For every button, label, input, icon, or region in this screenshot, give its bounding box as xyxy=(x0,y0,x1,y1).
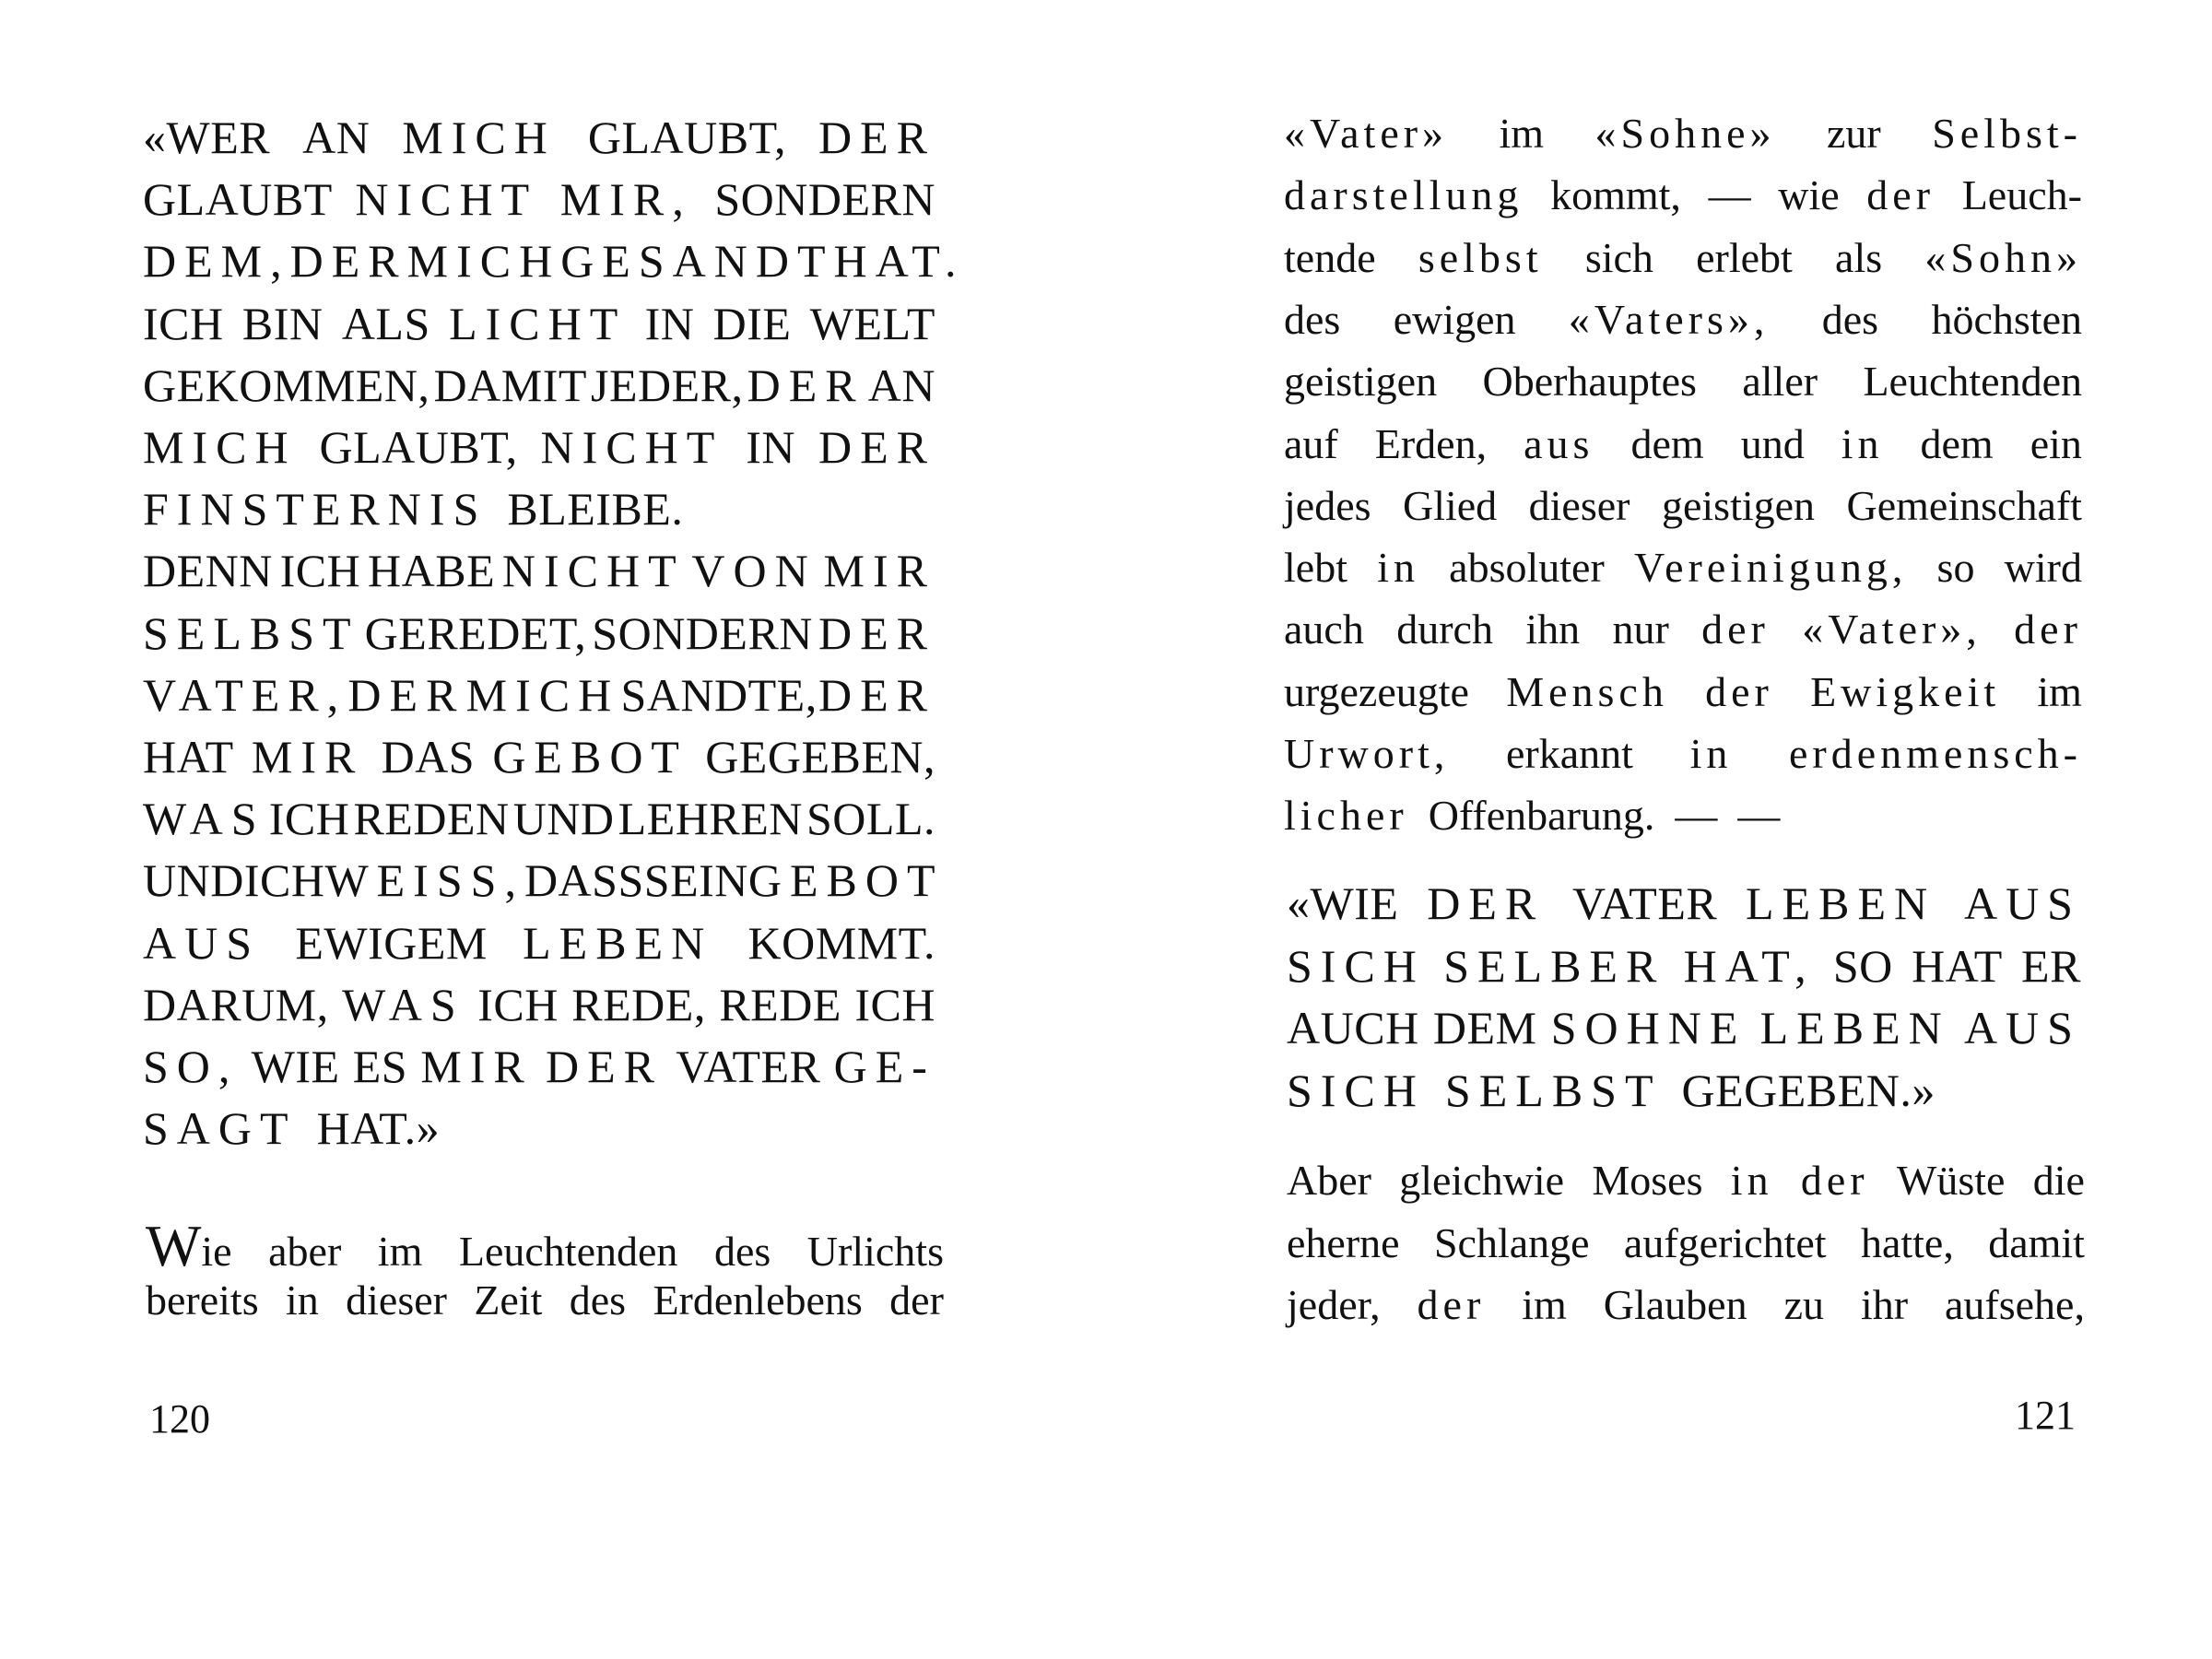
word: SICH xyxy=(1287,939,1425,992)
word: bereits xyxy=(146,1277,259,1324)
word: darstellung xyxy=(1284,171,1524,219)
left-quote-line xyxy=(143,795,935,851)
right-body-1-line xyxy=(1284,667,2082,726)
word: Offenbarung. xyxy=(1428,792,1655,840)
word: SELBST xyxy=(1444,1064,1662,1116)
word: DER xyxy=(818,606,935,659)
word: ES xyxy=(352,1041,408,1092)
left-quote-line xyxy=(143,547,935,603)
word: DEM, xyxy=(143,235,290,288)
left-body-line xyxy=(146,1213,944,1278)
word: HAT.» xyxy=(316,1102,441,1155)
word: DAMIT xyxy=(433,359,587,411)
word: FINSTERNIS xyxy=(143,483,488,535)
word: der xyxy=(1705,667,1773,715)
word: Schlange xyxy=(1433,1218,1590,1266)
word: in xyxy=(1689,730,1733,777)
word: erkannt xyxy=(1506,730,1633,777)
left-quote-line xyxy=(143,854,944,912)
right-body-1-line xyxy=(1284,360,2082,416)
word: der xyxy=(889,1277,944,1324)
word: «Vater» xyxy=(1284,110,1449,157)
word: UND xyxy=(143,854,244,907)
word: MICH xyxy=(402,112,556,163)
word: HAT xyxy=(143,731,234,782)
word: JEDER, xyxy=(591,359,744,411)
word: Urwort, xyxy=(1284,730,1450,777)
word: nur xyxy=(1612,606,1669,653)
left-quote-line xyxy=(143,483,935,541)
word: aufgerichtet xyxy=(1623,1218,1827,1266)
left-quote-line xyxy=(143,606,935,665)
word: HABE xyxy=(368,545,496,597)
word: zu xyxy=(1783,1281,1824,1328)
word: BLEIBE. xyxy=(507,483,684,535)
word: SOLL. xyxy=(806,793,935,845)
word: in xyxy=(1841,419,1884,467)
word: aufsehe, xyxy=(1945,1281,2085,1328)
word: geistigen xyxy=(1661,481,1816,529)
word: der xyxy=(1701,606,1770,653)
word: SELBER xyxy=(1443,939,1665,992)
word: geistigen xyxy=(1284,358,1438,406)
word: tende xyxy=(1284,233,1376,281)
word: IN xyxy=(746,421,796,473)
left-body-line xyxy=(146,1279,944,1335)
word: kommt, xyxy=(1550,171,1681,219)
right-body-1-line xyxy=(1284,730,2082,788)
word: Wüste xyxy=(1896,1157,2006,1204)
word: DER xyxy=(747,359,865,411)
word: der xyxy=(1800,1157,1869,1204)
word: im xyxy=(377,1228,423,1275)
right-body-1-line xyxy=(1284,171,2082,229)
word: im xyxy=(1499,110,1545,157)
word: ICH xyxy=(279,545,361,597)
word: GEREDET, xyxy=(364,606,587,659)
word: im xyxy=(2037,667,2082,715)
word: urgezeugte xyxy=(1284,667,1469,715)
word: der xyxy=(1417,1281,1486,1328)
word: in xyxy=(1377,544,1419,592)
word: absoluter xyxy=(1449,544,1605,592)
word: DIE xyxy=(712,297,792,349)
word: AN xyxy=(867,359,935,411)
word: AUS xyxy=(1963,1002,2081,1053)
word: ICH xyxy=(243,854,325,907)
word: SOHNE xyxy=(1550,1002,1747,1053)
right-body-1-line xyxy=(1284,544,2082,602)
left-quote-line xyxy=(143,668,935,727)
word: und xyxy=(1740,419,1805,467)
word: — xyxy=(1675,792,1718,840)
word: MICH xyxy=(406,235,561,288)
word: DER xyxy=(818,112,935,163)
right-quote-line xyxy=(1287,1064,2081,1123)
left-quote-line xyxy=(143,235,965,293)
word: des xyxy=(569,1277,627,1324)
word: lebt xyxy=(1284,544,1347,592)
word: ICH xyxy=(854,978,935,1030)
word: licher xyxy=(1284,792,1408,840)
page-number-left: 120 xyxy=(149,1396,210,1441)
word: IN xyxy=(644,297,695,349)
word: eherne xyxy=(1287,1218,1400,1266)
word: Ewigkeit xyxy=(1810,667,2001,715)
word: LEBEN xyxy=(523,916,713,969)
word: des xyxy=(1821,295,1879,343)
word: VATER xyxy=(1572,877,1718,929)
word: GLAUBT xyxy=(143,173,333,226)
word: SEIN xyxy=(643,854,748,907)
word: — xyxy=(1737,792,1781,840)
word: damit xyxy=(1988,1218,2085,1266)
word: so xyxy=(1936,544,1975,592)
word: «Vater», xyxy=(1802,606,1982,653)
word: REDE xyxy=(719,978,841,1030)
word-with-drop-cap xyxy=(146,1213,232,1278)
word: sich xyxy=(1584,233,1653,281)
word: «WIE xyxy=(1287,877,1399,929)
word: DER xyxy=(818,668,935,721)
word: MIR, xyxy=(559,173,692,226)
right-body-1-line xyxy=(1284,295,2082,354)
word: höchsten xyxy=(1931,295,2082,343)
word: Aber xyxy=(1287,1157,1371,1204)
word: gleichwie xyxy=(1399,1157,1565,1204)
word: GEKOMMEN, xyxy=(143,359,430,411)
right-body-1-line xyxy=(1284,112,2082,168)
word: LICHT xyxy=(449,297,627,349)
word: «Sohne» xyxy=(1594,110,1776,157)
word: in xyxy=(285,1277,319,1324)
word: DARUM, xyxy=(143,978,329,1030)
word: SANDTE, xyxy=(620,668,818,721)
word: GEGEBEN, xyxy=(705,731,935,782)
word: Glauben xyxy=(1603,1281,1747,1328)
word: Urlichts xyxy=(806,1228,944,1275)
word: Oberhauptes xyxy=(1482,358,1697,406)
word: NICHT xyxy=(540,421,724,473)
word: Vereinigung, xyxy=(1634,544,1908,592)
left-quote-line xyxy=(143,297,935,356)
word: SO, xyxy=(143,1041,239,1092)
word: MIR xyxy=(823,545,935,597)
word: MICH xyxy=(465,668,620,721)
word: Glied xyxy=(1402,481,1498,529)
right-body-1-line xyxy=(1284,608,2082,664)
word: ICH xyxy=(477,978,559,1030)
word: DER xyxy=(1427,877,1545,929)
word: DER xyxy=(289,235,407,288)
word: hatte, xyxy=(1860,1218,1954,1266)
word: ewigen xyxy=(1393,295,1516,343)
right-body-1-line xyxy=(1284,419,2082,478)
word: SONDERN xyxy=(592,606,813,659)
word: ein xyxy=(2030,419,2082,467)
word: GLAUBT, xyxy=(587,112,786,163)
word: NICHT xyxy=(355,173,538,226)
word: zur xyxy=(1826,110,1881,157)
word: ALS xyxy=(341,297,430,349)
word: WELT xyxy=(809,297,935,349)
page-number-right: 121 xyxy=(2015,1393,2076,1438)
word: DENN xyxy=(143,545,273,597)
word: HAT xyxy=(1912,939,2003,992)
left-quote-line xyxy=(143,731,935,789)
left-quote-line xyxy=(143,1043,935,1099)
word: MIR xyxy=(251,731,364,782)
word: DER xyxy=(546,1041,664,1092)
word: wird xyxy=(2004,544,2082,592)
word: AUS xyxy=(143,916,261,969)
word: dem xyxy=(1920,419,1994,467)
word: UND xyxy=(512,793,615,845)
word: erlebt xyxy=(1696,233,1793,281)
word: Zeit xyxy=(474,1277,543,1324)
left-quote-line xyxy=(143,114,935,170)
word: Moses xyxy=(1592,1157,1703,1204)
word: AUS xyxy=(1963,877,2081,929)
word: Leuchtenden xyxy=(458,1228,678,1275)
word: dieser xyxy=(1528,481,1630,529)
word: EWIGEM xyxy=(295,916,488,969)
word: DASS xyxy=(524,854,644,907)
word: Mensch xyxy=(1506,667,1668,715)
drop-cap: W xyxy=(146,1213,202,1278)
word: der xyxy=(1866,171,1936,219)
word: ie xyxy=(201,1228,232,1275)
left-quote-line xyxy=(143,359,935,418)
left-quote-line xyxy=(143,421,935,479)
word: des xyxy=(713,1228,771,1275)
word: als xyxy=(1835,233,1883,281)
word: ICH xyxy=(268,793,350,845)
word: REDE, xyxy=(571,978,706,1030)
right-body-2-line xyxy=(1287,1218,2085,1277)
right-body-2-line xyxy=(1287,1159,2085,1215)
word: LEBEN xyxy=(1746,877,1936,929)
word: GEBOT xyxy=(747,854,944,907)
word: MIR xyxy=(420,1041,533,1092)
word: «Sohn» xyxy=(1924,233,2082,281)
word: Leuchtenden xyxy=(1863,358,2082,406)
word: wie xyxy=(1778,171,1840,219)
word: GLAUBT, xyxy=(319,421,518,473)
word: GE- xyxy=(833,1041,935,1092)
word: GEBOT xyxy=(492,731,688,782)
word: «WER xyxy=(143,112,271,163)
word: selbst xyxy=(1418,233,1543,281)
word: aller xyxy=(1742,358,1818,406)
word: auf xyxy=(1284,419,1338,467)
word: jedes xyxy=(1284,481,1371,529)
word: AUCH xyxy=(1287,1002,1419,1053)
word: Erden, xyxy=(1374,419,1488,467)
right-quote-line xyxy=(1287,939,2081,998)
word: Selbst- xyxy=(1932,110,2082,157)
word: DAS xyxy=(381,731,476,782)
word: VATER xyxy=(676,1041,821,1092)
word: ihr xyxy=(1860,1281,1909,1328)
word: «Vaters», xyxy=(1568,295,1770,343)
right-page xyxy=(1106,0,2212,1659)
word: NICHT xyxy=(501,545,685,597)
word: erdenmensch- xyxy=(1789,730,2082,777)
word: Gemeinschaft xyxy=(1846,481,2082,529)
right-quote-line xyxy=(1287,1002,2081,1060)
left-quote-line xyxy=(143,1102,935,1160)
word: im xyxy=(1522,1281,1567,1328)
left-quote-line xyxy=(143,916,935,975)
word: die xyxy=(2032,1157,2085,1204)
word: MICH xyxy=(143,421,297,473)
word: dieser xyxy=(346,1277,447,1324)
word: HAT. xyxy=(833,235,965,288)
word: ihn xyxy=(1525,606,1581,653)
left-quote-line xyxy=(143,173,935,231)
word: SAGT xyxy=(143,1102,297,1155)
word: WAS xyxy=(342,978,465,1030)
word: ER xyxy=(2021,939,2081,992)
word: der xyxy=(2014,606,2082,653)
right-body-1-line xyxy=(1284,794,2082,850)
word: WEISS, xyxy=(324,854,524,907)
word: dem xyxy=(1630,419,1704,467)
right-body-2-line xyxy=(1287,1281,2085,1339)
word: KOMMT. xyxy=(747,916,935,969)
word: durch xyxy=(1396,606,1493,653)
word: SICH xyxy=(1287,1064,1425,1116)
word: VATER, xyxy=(143,668,347,721)
word: SONDERN xyxy=(714,173,935,226)
word: DER xyxy=(818,421,935,473)
word: auch xyxy=(1284,606,1364,653)
word: LEBEN xyxy=(1759,1002,1950,1053)
word: REDEN xyxy=(353,793,510,845)
word: AN xyxy=(302,112,371,163)
word: ICH xyxy=(143,297,224,349)
word: Erdenlebens xyxy=(653,1277,863,1324)
word: VON xyxy=(691,545,817,597)
left-quote-line xyxy=(143,978,935,1037)
word: DER xyxy=(347,668,465,721)
word: — xyxy=(1708,171,1751,219)
word: Leuch- xyxy=(1961,171,2082,219)
word: des xyxy=(1284,295,1341,343)
word: aber xyxy=(268,1228,342,1275)
word: aus xyxy=(1524,419,1594,467)
word: WIE xyxy=(251,1041,340,1092)
word: GESANDT xyxy=(560,235,834,288)
word: BIN xyxy=(241,297,324,349)
right-body-1-line xyxy=(1284,481,2082,540)
word: LEHREN xyxy=(618,793,803,845)
word: WAS xyxy=(143,793,265,845)
word: DEM xyxy=(1432,1002,1537,1053)
right-body-1-line xyxy=(1284,233,2082,292)
word: GEGEBEN.» xyxy=(1681,1064,1936,1116)
right-quote-line xyxy=(1287,877,2081,935)
word: jeder, xyxy=(1287,1281,1381,1328)
word: SO xyxy=(1832,939,1893,992)
word: SELBST xyxy=(143,606,359,659)
word: HAT, xyxy=(1683,939,1815,992)
word: in xyxy=(1730,1157,1773,1204)
